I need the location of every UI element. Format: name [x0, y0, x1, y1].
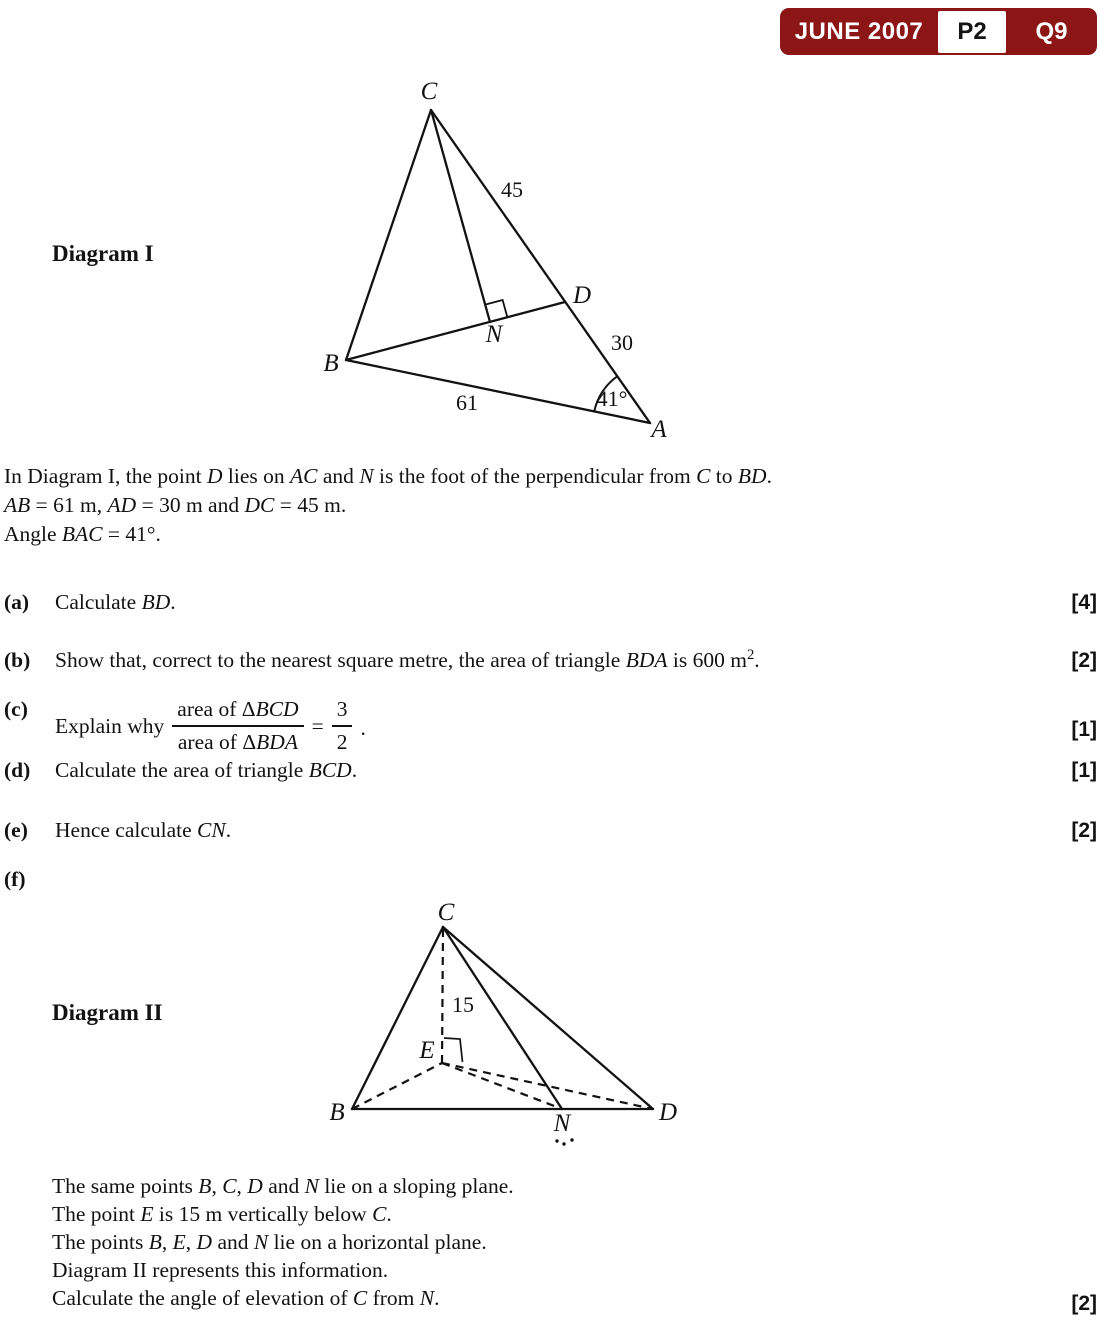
- part-b: [0, 646, 1100, 675]
- vertex-label-B2: B: [329, 1099, 345, 1126]
- badge-paper-label: P2: [938, 11, 1006, 53]
- fraction-numerator: [172, 695, 303, 725]
- text-segment: D: [196, 1230, 213, 1254]
- diagram1-figure: [300, 75, 720, 460]
- text-segment: D: [247, 1174, 263, 1198]
- text-segment: Show that, correct to the nearest square metre, the area of triangle: [55, 648, 626, 672]
- text-segment: lie on a horizontal plane.: [268, 1230, 487, 1254]
- part-e: [0, 816, 1100, 845]
- text-segment: Diagram II represents this information.: [52, 1258, 389, 1282]
- area-ratio-fraction: [172, 695, 303, 757]
- text-segment: C: [696, 464, 711, 488]
- text-segment: B: [148, 1230, 162, 1254]
- text-segment: B: [198, 1174, 212, 1198]
- vertex-label-B: B: [323, 350, 339, 377]
- text-segment: = 41°.: [102, 522, 161, 546]
- text-segment: is the foot of the perpendicular from: [373, 464, 697, 488]
- ratio-value-fraction: [332, 695, 353, 757]
- part-c: [0, 695, 1100, 757]
- part-d-label: (d): [4, 758, 31, 782]
- line-CA: [431, 110, 650, 423]
- text-segment: C: [222, 1174, 237, 1198]
- text-segment: N: [304, 1174, 319, 1198]
- outro-text: [52, 1172, 514, 1312]
- text-segment: BD: [141, 590, 171, 614]
- text-segment: area of Δ: [177, 697, 256, 721]
- part-a-text: [55, 588, 176, 617]
- part-d-mark: [1]: [1071, 759, 1097, 782]
- text-segment: C: [372, 1202, 387, 1226]
- text-segment: BAC: [61, 522, 103, 546]
- line-BC: [352, 927, 443, 1109]
- text-segment: and: [262, 1174, 305, 1198]
- text-line: [4, 520, 772, 549]
- line-CB: [346, 110, 431, 360]
- text-segment: lie on a sloping plane.: [318, 1174, 514, 1198]
- text-line: [52, 1228, 514, 1256]
- text-segment: .: [754, 648, 760, 672]
- line-CD: [443, 927, 653, 1109]
- line-BD: [346, 302, 565, 360]
- text-segment: AB: [4, 493, 31, 517]
- text-segment: BCD: [255, 697, 299, 721]
- text-segment: BD: [737, 464, 767, 488]
- text-segment: In Diagram I, the point: [4, 464, 208, 488]
- text-segment: Calculate: [55, 590, 142, 614]
- part-f-label: (f): [4, 867, 26, 891]
- text-segment: 2: [746, 646, 755, 663]
- part-e-mark: [2]: [1071, 819, 1097, 842]
- part-f: [0, 865, 1100, 894]
- part-c-text: [55, 695, 366, 757]
- exam-badge: [780, 8, 1097, 55]
- text-line: [52, 1200, 514, 1228]
- text-segment: The points: [52, 1230, 149, 1254]
- clipped-artifact: [555, 1138, 573, 1145]
- part-a-mark: [4]: [1071, 591, 1097, 614]
- text-segment: and: [317, 464, 360, 488]
- text-segment: area of Δ: [177, 730, 257, 754]
- line-CN: [431, 110, 490, 322]
- text-segment: BDA: [256, 730, 298, 754]
- angle-label-A: 41°: [596, 386, 628, 411]
- right-angle-mark-E: [444, 1038, 463, 1062]
- vertex-label-N2: N: [553, 1110, 571, 1137]
- text-segment: ,: [236, 1174, 248, 1198]
- text-segment: is 15 m vertically below: [153, 1202, 373, 1226]
- text-segment: DC: [244, 493, 275, 517]
- length-label-CD: 45: [501, 177, 523, 202]
- ratio-numerator: 3: [336, 697, 348, 721]
- vertex-label-D: D: [572, 282, 592, 309]
- text-segment: N: [419, 1286, 435, 1310]
- text-segment: Calculate the area of triangle: [55, 758, 309, 782]
- text-segment: .: [351, 758, 358, 782]
- text-segment: AD: [107, 493, 137, 517]
- text-line: [4, 462, 772, 491]
- text-segment: Angle: [4, 522, 62, 546]
- text-segment: BDA: [625, 648, 668, 672]
- text-line: [4, 491, 772, 520]
- text-segment: = 61 m,: [30, 493, 108, 517]
- part-d-text: [55, 756, 357, 785]
- outro-mark: [2]: [1071, 1292, 1097, 1315]
- intro-text: [4, 462, 772, 549]
- text-line: [52, 1284, 514, 1312]
- badge-question-label: Q9: [1035, 17, 1068, 45]
- text-segment: .: [170, 590, 176, 614]
- equals-sign: =: [311, 713, 324, 738]
- text-segment: The same points: [52, 1174, 199, 1198]
- text-segment: D: [207, 464, 223, 488]
- length-label-AB: 61: [456, 390, 478, 415]
- text-segment: E: [140, 1202, 154, 1226]
- part-e-text: [55, 816, 231, 845]
- part-c-prefix: Explain why: [55, 713, 165, 738]
- length-label-DA: 30: [611, 330, 633, 355]
- text-segment: from: [367, 1286, 420, 1310]
- text-segment: .: [766, 464, 772, 488]
- text-segment: AC: [290, 464, 318, 488]
- dashed-line-CE: [442, 929, 443, 1063]
- text-segment: .: [225, 818, 232, 842]
- text-segment: and: [212, 1230, 254, 1254]
- text-line: [52, 1172, 514, 1200]
- fraction-denominator: [172, 725, 303, 757]
- part-c-mark: [1]: [1071, 718, 1097, 741]
- dashed-line-BE: [352, 1063, 442, 1109]
- text-segment: C: [352, 1286, 368, 1310]
- text-segment: Calculate the angle of elevation of: [52, 1286, 353, 1310]
- part-b-label: (b): [4, 648, 31, 672]
- text-segment: = 30 m and: [136, 493, 245, 517]
- part-e-label: (e): [4, 818, 28, 842]
- text-segment: to: [710, 464, 738, 488]
- text-segment: is 600 m: [667, 648, 747, 672]
- text-segment: Hence calculate: [55, 818, 198, 842]
- text-segment: N: [359, 464, 374, 488]
- text-segment: BCD: [308, 758, 352, 782]
- height-label-CE: 15: [452, 992, 474, 1017]
- part-c-label: (c): [4, 697, 28, 721]
- text-segment: The point: [52, 1202, 141, 1226]
- vertex-label-A: A: [651, 416, 667, 443]
- text-segment: ,: [211, 1174, 223, 1198]
- part-a-label: (a): [4, 590, 30, 614]
- text-segment: lies on: [222, 464, 291, 488]
- vertex-label-C: C: [420, 78, 438, 105]
- text-segment: E: [172, 1230, 186, 1254]
- part-b-mark: [2]: [1071, 649, 1097, 672]
- part-a: [0, 588, 1100, 617]
- diagram2-figure: [315, 895, 700, 1150]
- sentence-period: .: [360, 716, 366, 740]
- vertex-label-N: N: [485, 321, 503, 348]
- vertex-label-E2: E: [419, 1037, 435, 1064]
- diagram1-caption: Diagram I: [52, 241, 154, 266]
- badge-session-label: JUNE 2007: [794, 17, 924, 45]
- vertex-label-D2: D: [658, 1099, 678, 1126]
- text-segment: N: [253, 1230, 269, 1254]
- text-segment: .: [386, 1202, 392, 1226]
- part-d: [0, 756, 1100, 785]
- text-line: [52, 1256, 514, 1284]
- part-b-text: [55, 646, 760, 675]
- text-segment: = 45 m.: [274, 493, 347, 517]
- vertex-label-C2: C: [437, 899, 455, 926]
- line-CN: [443, 927, 562, 1109]
- ratio-denominator: 2: [332, 725, 353, 757]
- text-segment: ,: [185, 1230, 197, 1254]
- diagram2-caption: Diagram II: [52, 1000, 163, 1025]
- text-segment: CN: [197, 818, 226, 842]
- text-segment: .: [434, 1286, 440, 1310]
- text-segment: ,: [161, 1230, 173, 1254]
